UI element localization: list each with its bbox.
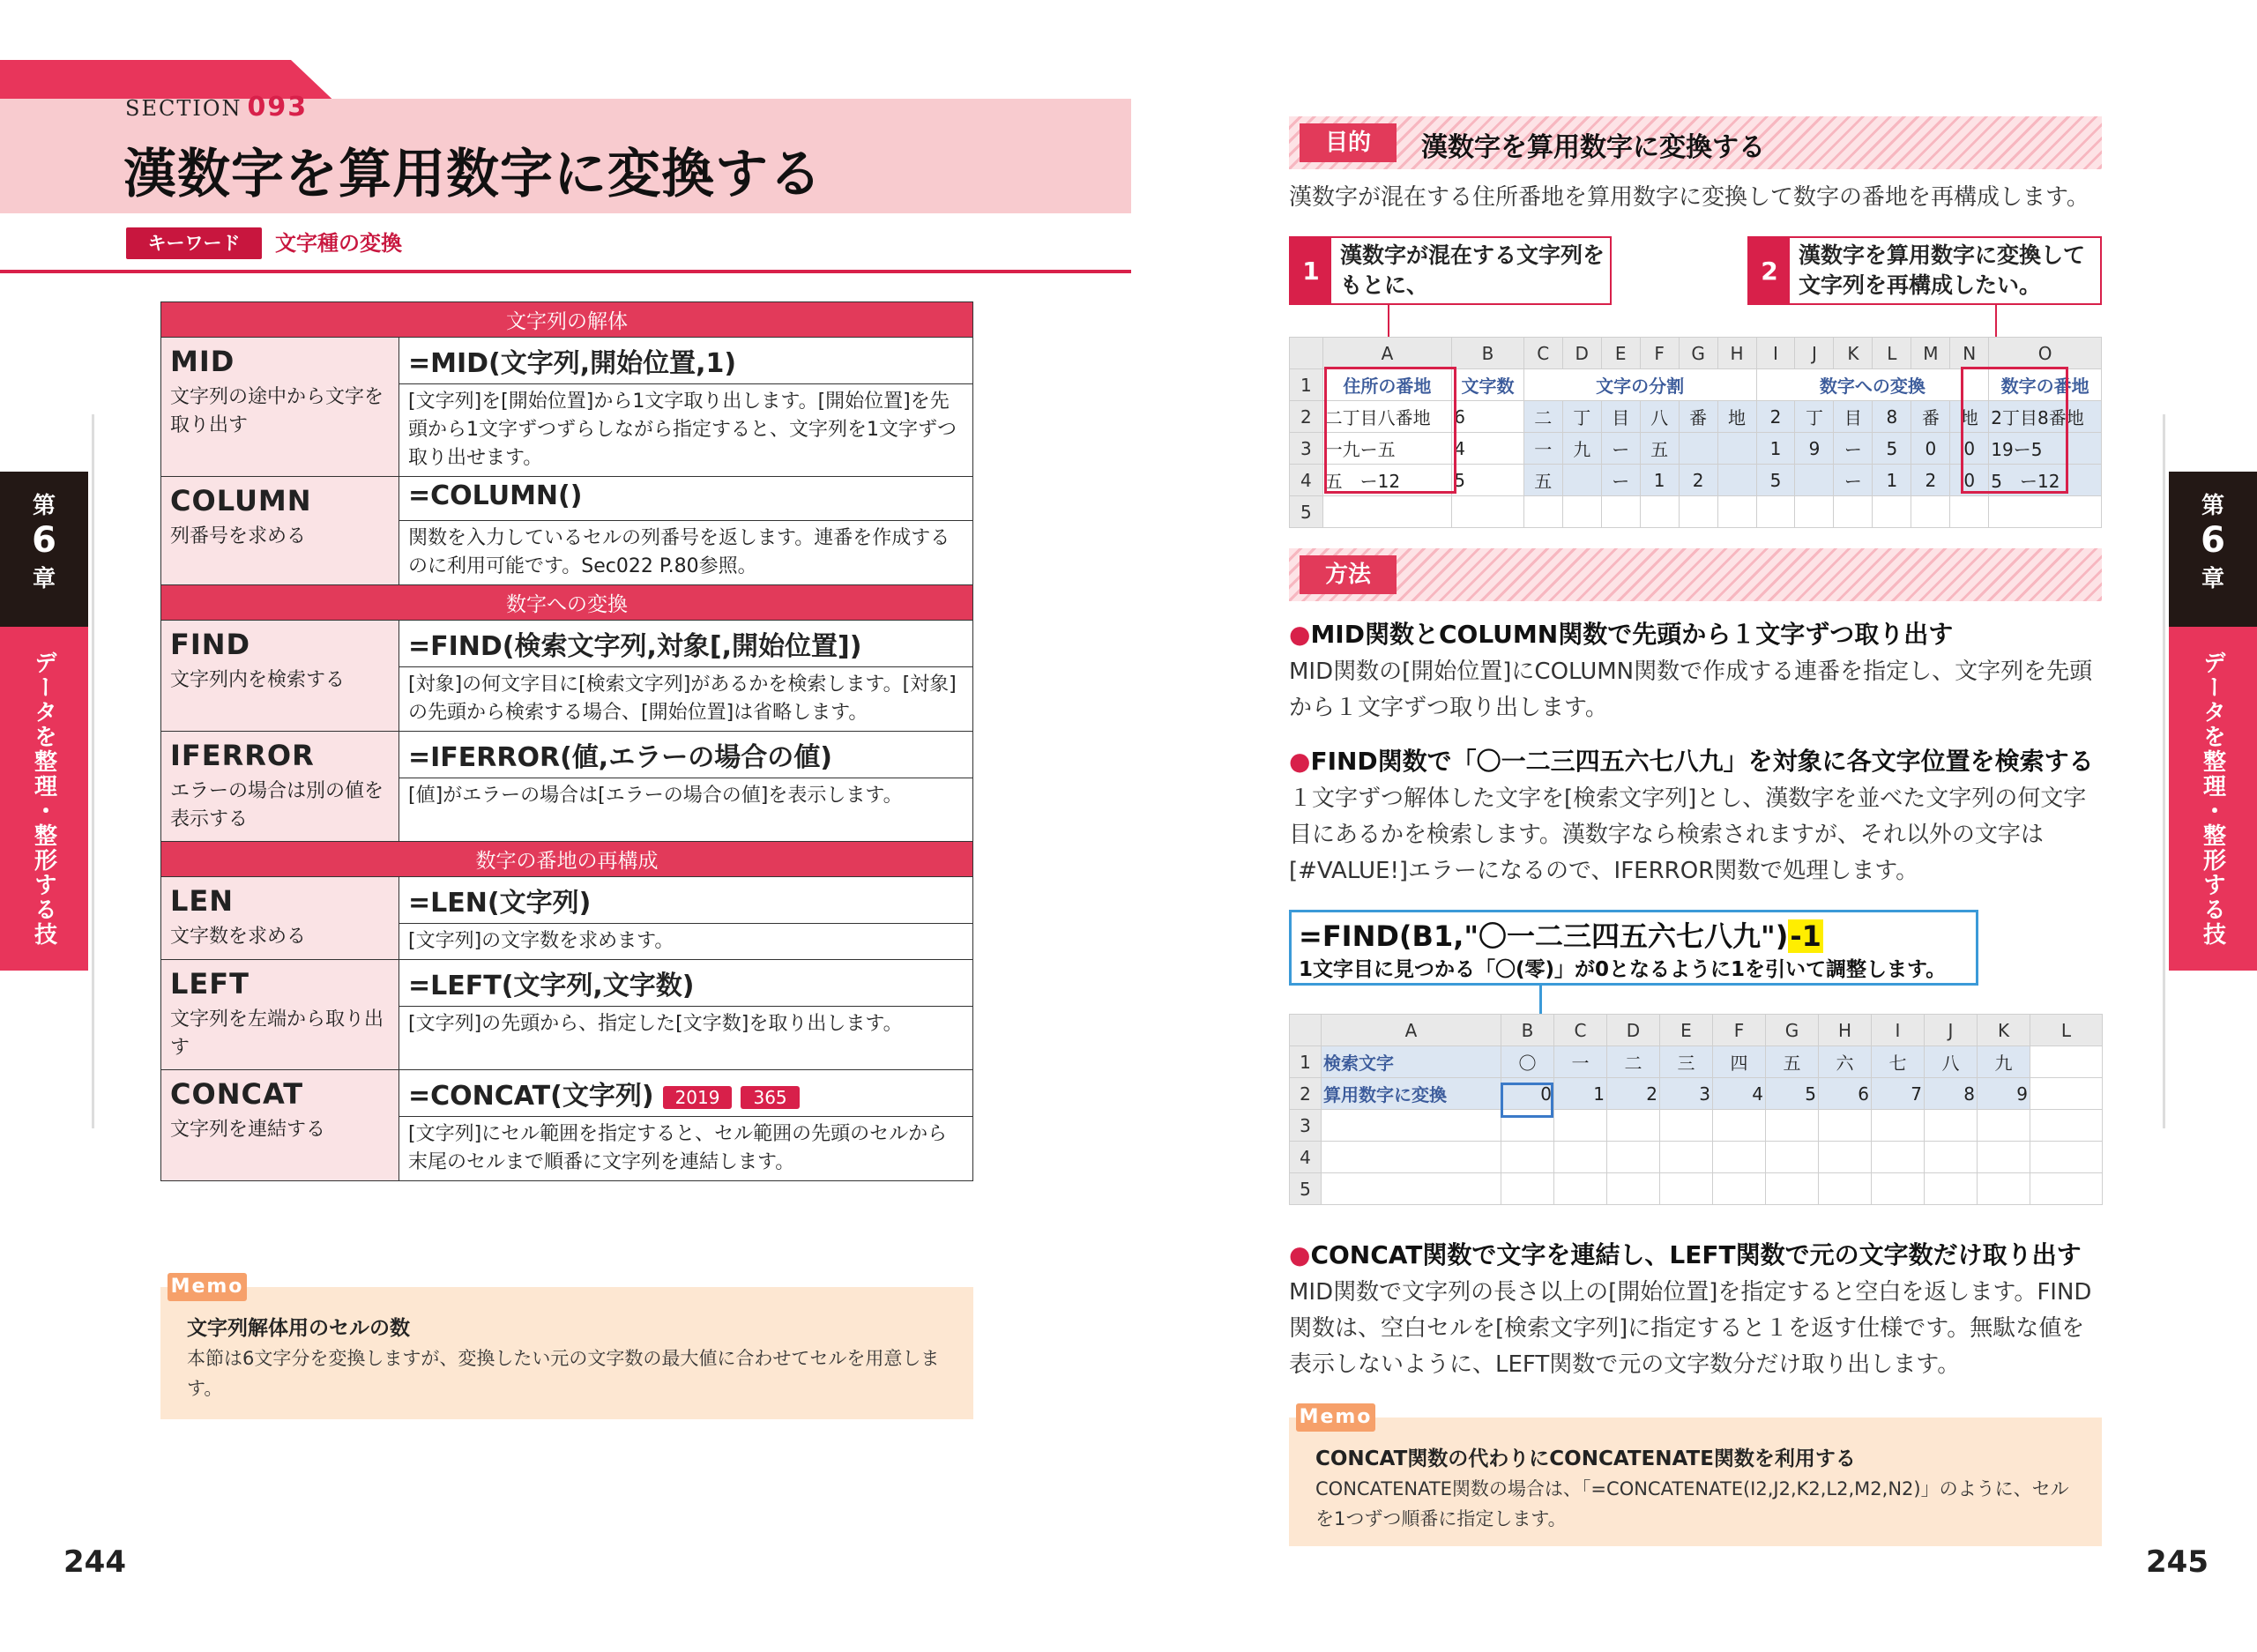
cell[interactable] <box>1978 1142 2030 1173</box>
cell[interactable]: 5 <box>1766 1078 1819 1110</box>
chapter-top: 第 <box>32 493 56 519</box>
cell[interactable] <box>2030 1110 2103 1142</box>
method-band <box>1289 548 2102 601</box>
sheet-row <box>1290 1110 2103 1142</box>
cell[interactable]: 4 <box>1713 1078 1766 1110</box>
cell[interactable]: 3 <box>1660 1078 1713 1110</box>
callout-1 <box>1289 236 1612 305</box>
cell[interactable] <box>1501 1173 1554 1205</box>
cell[interactable]: 七 <box>1872 1046 1925 1078</box>
cell[interactable]: 1 <box>1756 433 1795 465</box>
table-row <box>161 477 973 521</box>
column-header[interactable]: H <box>1717 338 1756 369</box>
cell[interactable] <box>1660 1142 1713 1173</box>
cell[interactable]: 目 <box>1601 401 1640 433</box>
cell[interactable]: 番 <box>1679 401 1717 433</box>
table-row <box>161 621 973 667</box>
callout-1-connector <box>1388 305 1389 340</box>
chapter-bottom: 章 <box>2201 566 2224 592</box>
sheet-row <box>1290 1078 2103 1110</box>
bullet-1-text: MID関数の[開始位置]にCOLUMN関数で作成する連番を指定し、文字列を先頭から１文字ずつ取り出します。 <box>1289 659 2093 721</box>
cell[interactable] <box>1660 1173 1713 1205</box>
column-header[interactable]: L <box>1873 338 1911 369</box>
table-row <box>161 732 973 778</box>
function-syntax-cell <box>399 960 973 1007</box>
cell[interactable]: 9 <box>1978 1078 2030 1110</box>
function-table <box>160 301 973 1181</box>
active-cell-B2 <box>1501 1083 1553 1118</box>
function-name: LEFT <box>170 967 250 1001</box>
memo-heading: CONCAT関数の代わりにCONCATENATE関数を利用する <box>1315 1447 1856 1470</box>
cell[interactable]: 8 <box>1873 401 1911 433</box>
cell[interactable] <box>1873 496 1911 528</box>
column-header[interactable]: O <box>1989 338 2102 369</box>
function-cell <box>161 1070 399 1181</box>
cell[interactable]: 検索文字 <box>1322 1046 1501 1078</box>
table-row <box>161 960 973 1007</box>
callout-2-line1: 漢数字を算用数字に変換して <box>1799 242 2086 268</box>
function-summary: 列番号を求める <box>170 525 307 547</box>
bullet-2-title-text: FIND関数で「〇一二三四五六七八九」を対象に各文字位置を検索する <box>1310 747 2094 776</box>
cell[interactable]: 5 ー12 <box>1989 465 2102 496</box>
cell[interactable]: 5 <box>1452 465 1524 496</box>
sheet-row <box>1290 1173 2103 1205</box>
function-name: MID <box>170 345 235 378</box>
cell[interactable]: 二 <box>1607 1046 1660 1078</box>
purpose-title: 漢数字を算用数字に変換する <box>1421 132 1765 163</box>
cell[interactable] <box>1607 1173 1660 1205</box>
cell[interactable] <box>1872 1142 1925 1173</box>
cell[interactable] <box>1601 496 1640 528</box>
cell[interactable]: 2 <box>1911 465 1950 496</box>
cell[interactable]: 六 <box>1819 1046 1872 1078</box>
cell[interactable]: 四 <box>1713 1046 1766 1078</box>
callout-1-text <box>1340 241 1605 301</box>
cell[interactable] <box>1322 1110 1501 1142</box>
cell[interactable]: 九 <box>1562 433 1601 465</box>
column-header[interactable]: I <box>1872 1015 1925 1046</box>
cell[interactable] <box>1607 1110 1660 1142</box>
method-badge: 方法 <box>1300 555 1397 594</box>
cell[interactable]: 19ー5 <box>1989 433 2102 465</box>
function-name: FIND <box>170 628 251 661</box>
cell[interactable]: 一九ー五 <box>1322 433 1452 465</box>
cell[interactable]: 5 <box>1756 465 1795 496</box>
function-detail: [文字列]にセル範囲を指定すると、セル範囲の先頭のセルから末尾のセルまで順番に文字列を連結します。 <box>399 1117 973 1181</box>
row-header[interactable]: 4 <box>1290 465 1323 496</box>
function-summary: 文字数を求める <box>170 926 307 948</box>
bullet-dot: ● <box>1289 620 1311 649</box>
function-syntax: =MID(文字列,開始位置,1) <box>408 348 737 379</box>
row-header[interactable]: 4 <box>1290 1142 1322 1173</box>
function-summary: 文字列を左端から取り出す <box>170 1008 384 1059</box>
column-header[interactable]: M <box>1911 338 1950 369</box>
table-section-header: 数字の番地の再構成 <box>161 842 973 877</box>
function-detail: [対象]の何文字目に[検索文字列]があるかを検索します。[対象]の先頭から検索する場合、[開始位置]は省略します。 <box>399 667 973 732</box>
cell[interactable]: 八 <box>1925 1046 1978 1078</box>
column-header[interactable]: D <box>1607 1015 1660 1046</box>
highlight-result-column <box>1961 367 2068 494</box>
gutter-line-left <box>92 414 94 1128</box>
row-header[interactable]: 3 <box>1290 433 1323 465</box>
spreadsheet-2 <box>1289 1014 2103 1205</box>
cell[interactable]: 文字数 <box>1452 369 1524 401</box>
cell[interactable] <box>1713 1110 1766 1142</box>
cell[interactable]: ー <box>1601 465 1640 496</box>
cell[interactable]: 八 <box>1640 401 1679 433</box>
row-header[interactable]: 3 <box>1290 1110 1322 1142</box>
bullet-3-text: MID関数で文字列の長さ以上の[開始位置]を指定すると空白を返します。FIND関数は、空白セルを[検索文字列]に指定すると１を返す仕様です。無駄な値を表示しないように、LEFT関数で元の文字数分だけ取り出します。 <box>1289 1279 2092 1378</box>
cell[interactable] <box>1925 1173 1978 1205</box>
cell[interactable] <box>1819 1173 1872 1205</box>
row-header[interactable]: 2 <box>1290 401 1323 433</box>
column-header[interactable]: F <box>1713 1015 1766 1046</box>
cell[interactable]: ー <box>1834 433 1873 465</box>
cell[interactable]: 住所の番地 <box>1322 369 1452 401</box>
cell[interactable] <box>1795 496 1834 528</box>
chapter-badge <box>0 472 88 627</box>
table-row <box>161 877 973 924</box>
cell[interactable] <box>1562 496 1601 528</box>
cell[interactable] <box>1562 465 1601 496</box>
column-header[interactable]: E <box>1660 1015 1713 1046</box>
gutter-line-right <box>2163 414 2165 1128</box>
purpose-band <box>1289 116 2102 169</box>
cell[interactable]: 丁 <box>1562 401 1601 433</box>
cell[interactable]: 2丁目8番地 <box>1989 401 2102 433</box>
cell[interactable] <box>1660 1110 1713 1142</box>
memo-box-left <box>160 1276 973 1419</box>
cell[interactable]: 九 <box>1978 1046 2030 1078</box>
cell[interactable] <box>1554 1173 1607 1205</box>
cell[interactable] <box>1322 1142 1501 1173</box>
chapter-label: データを整理・整形する技 <box>0 627 88 971</box>
keyword-text: 文字種の変換 <box>275 231 402 256</box>
callout-1-number: 1 <box>1291 238 1331 303</box>
memo-body: CONCATENATE関数の場合は、「=CONCATENATE(I2,J2,K2,L2,M2,N2)」のように、セルを1つずつ順番に指定します。 <box>1315 1478 2069 1529</box>
cell[interactable]: 一 <box>1523 433 1562 465</box>
function-syntax-cell <box>399 338 973 384</box>
formula-note: 1文字目に見つかる「〇(零)」が0となるように1を引いて調整します。 <box>1299 958 1947 981</box>
column-header[interactable]: N <box>1950 338 1989 369</box>
column-header[interactable]: K <box>1834 338 1873 369</box>
cell[interactable]: 0 <box>1950 465 1989 496</box>
cell[interactable]: 0 <box>1911 433 1950 465</box>
chapter-bottom: 章 <box>32 566 56 592</box>
cell[interactable]: 地 <box>1717 401 1756 433</box>
version-badge: 2019 <box>663 1086 733 1109</box>
section-number: 093 <box>247 92 309 123</box>
memo-tag: Memo <box>1296 1403 1375 1432</box>
bullet-dot: ● <box>1289 1240 1311 1269</box>
purpose-text: 漢数字が混在する住所番地を算用数字に変換して数字の番地を再構成します。 <box>1289 184 2089 211</box>
function-syntax-cell <box>399 477 973 521</box>
memo-heading: 文字列解体用のセルの数 <box>187 1317 410 1340</box>
cell[interactable] <box>1717 496 1756 528</box>
formula-line <box>1299 914 1823 955</box>
page-number-right: 245 <box>2146 1544 2209 1580</box>
column-header[interactable]: E <box>1601 338 1640 369</box>
row-header[interactable]: 5 <box>1290 496 1323 528</box>
table-row <box>161 338 973 384</box>
column-header[interactable]: F <box>1640 338 1679 369</box>
cell[interactable] <box>1766 1142 1819 1173</box>
cell[interactable] <box>1925 1142 1978 1173</box>
column-header[interactable]: G <box>1679 338 1717 369</box>
cell[interactable] <box>1679 496 1717 528</box>
cell[interactable] <box>1925 1110 1978 1142</box>
function-syntax: =CONCAT(文字列) <box>408 1081 654 1112</box>
cell[interactable]: 二丁目八番地 <box>1322 401 1452 433</box>
function-name: IFERROR <box>170 739 315 772</box>
function-detail: [文字列]の文字数を求めます。 <box>399 924 973 960</box>
row-header[interactable]: 1 <box>1290 1046 1322 1078</box>
cell[interactable] <box>2030 1078 2103 1110</box>
cell[interactable] <box>1872 1110 1925 1142</box>
cell[interactable]: 4 <box>1452 433 1524 465</box>
function-detail: [文字列]の先頭から、指定した[文字数]を取り出します。 <box>399 1007 973 1070</box>
cell[interactable] <box>1978 1110 2030 1142</box>
formula-text: =FIND(B1,"〇一二三四五六七八九") <box>1299 919 1789 953</box>
cell[interactable]: ー <box>1601 433 1640 465</box>
cell[interactable]: 五 <box>1766 1046 1819 1078</box>
cell[interactable]: 6 <box>1819 1078 1872 1110</box>
column-header[interactable]: C <box>1523 338 1562 369</box>
cell[interactable]: 2 <box>1607 1078 1660 1110</box>
table-section-header: 文字列の解体 <box>161 302 973 338</box>
function-cell <box>161 338 399 477</box>
sheet-row <box>1290 496 2102 528</box>
callout-1-line2: もとに、 <box>1340 272 1429 298</box>
cell[interactable] <box>2030 1142 2103 1173</box>
cell[interactable]: 数字への変換 <box>1756 369 1989 401</box>
column-header[interactable]: I <box>1756 338 1795 369</box>
callout-2-text <box>1799 241 2085 301</box>
cell[interactable]: 地 <box>1950 401 1989 433</box>
cell[interactable]: 2 <box>1756 401 1795 433</box>
cell[interactable] <box>1911 496 1950 528</box>
formula-suffix: -1 <box>1790 919 1821 953</box>
chapter-badge <box>2169 472 2257 627</box>
callout-2-number: 2 <box>1749 238 1790 303</box>
cell[interactable] <box>1989 496 2102 528</box>
bullet-3-title-text: CONCAT関数で文字を連結し、LEFT関数で元の文字数だけ取り出す <box>1310 1240 2082 1269</box>
cell[interactable]: 0 <box>1950 433 1989 465</box>
cell[interactable]: 2 <box>1679 465 1717 496</box>
cell[interactable] <box>1756 496 1795 528</box>
function-syntax-cell <box>399 621 973 667</box>
cell[interactable]: 6 <box>1452 401 1524 433</box>
column-header[interactable]: B <box>1501 1015 1554 1046</box>
function-summary: 文字列を連結する <box>170 1119 326 1141</box>
chapter-number: 6 <box>32 520 56 561</box>
cell[interactable] <box>1554 1142 1607 1173</box>
page-number-left: 244 <box>63 1544 126 1580</box>
chapter-label: データを整理・整形する技 <box>2169 627 2257 971</box>
cell[interactable]: 算用数字に変換 <box>1322 1078 1501 1110</box>
cell[interactable]: 丁 <box>1795 401 1834 433</box>
function-syntax-cell <box>399 1070 973 1117</box>
cell[interactable]: 番 <box>1911 401 1950 433</box>
function-cell <box>161 732 399 842</box>
cell[interactable] <box>1978 1173 2030 1205</box>
function-name: COLUMN <box>170 484 312 517</box>
page-title: 漢数字を算用数字に変換する <box>123 144 823 205</box>
column-header[interactable]: L <box>2030 1015 2103 1046</box>
column-header[interactable]: K <box>1978 1015 2030 1046</box>
cell[interactable]: 0 <box>1501 1078 1554 1110</box>
cell[interactable]: 〇 <box>1501 1046 1554 1078</box>
callout-2-line2: 文字列を再構成したい。 <box>1799 272 2042 298</box>
cell[interactable] <box>1819 1110 1872 1142</box>
section-label <box>125 92 308 123</box>
cell[interactable]: 五 <box>1640 433 1679 465</box>
highlight-source-column <box>1324 367 1456 494</box>
cell[interactable] <box>1452 496 1524 528</box>
cell[interactable] <box>2030 1046 2103 1078</box>
memo-box-right <box>1289 1406 2102 1546</box>
version-badge: 365 <box>741 1086 799 1109</box>
cell[interactable] <box>1717 433 1756 465</box>
function-detail: [文字列]を[開始位置]から1文字取り出します。[開始位置]を先頭から1文字ずつずらしながら指定すると、文字列を1文字ずつ取り出せます。 <box>399 384 973 477</box>
cell[interactable] <box>1640 496 1679 528</box>
cell[interactable]: 二 <box>1523 401 1562 433</box>
cell[interactable]: 1 <box>1640 465 1679 496</box>
bullet-2-title <box>1289 742 2094 778</box>
chapter-tab-right <box>2169 472 2257 971</box>
column-header-row <box>1290 338 2102 369</box>
column-header[interactable]: A <box>1322 1015 1501 1046</box>
column-header[interactable]: B <box>1452 338 1524 369</box>
bullet-1-title-text: MID関数とCOLUMN関数で先頭から１文字ずつ取り出す <box>1310 620 1954 649</box>
function-cell <box>161 877 399 960</box>
memo-body: 本節は6文字分を変換しますが、変換したい元の文字数の最大値に合わせてセルを用意します。 <box>187 1348 940 1399</box>
bullet-dot: ● <box>1289 747 1311 776</box>
column-header[interactable] <box>1290 1015 1322 1046</box>
column-header[interactable]: A <box>1322 338 1452 369</box>
column-header[interactable]: G <box>1766 1015 1819 1046</box>
chapter-top: 第 <box>2201 493 2224 519</box>
keyword-rule <box>0 270 1131 273</box>
column-header[interactable]: D <box>1562 338 1601 369</box>
bullet-2-text: １文字ずつ解体した文字を[検索文字列]とし、漢数字を並べた文字列の何文字目にあるかを検索します。漢数字なら検索されますが、それ以外の文字は[#VALUE!]エラーになるので、IFERROR関数で処理します。 <box>1289 785 2087 884</box>
callout-2 <box>1747 236 2102 305</box>
bullet-1-title <box>1289 615 1953 651</box>
row-header[interactable]: 1 <box>1290 369 1323 401</box>
cell[interactable] <box>1766 1173 1819 1205</box>
cell[interactable]: 目 <box>1834 401 1873 433</box>
function-detail: [値]がエラーの場合は[エラーの場合の値]を表示します。 <box>399 778 973 842</box>
cell[interactable] <box>1322 496 1452 528</box>
function-syntax: =COLUMN() <box>408 480 583 511</box>
row-header[interactable]: 5 <box>1290 1173 1322 1205</box>
cell[interactable]: 9 <box>1795 433 1834 465</box>
cell[interactable] <box>1501 1142 1554 1173</box>
cell[interactable]: 5 <box>1873 433 1911 465</box>
function-detail: 関数を入力しているセルの列番号を返します。連番を作成するのに利用可能です。Sec022 P.80参照。 <box>399 521 973 585</box>
cell[interactable] <box>1834 496 1873 528</box>
function-syntax-cell <box>399 732 973 778</box>
cell[interactable] <box>1819 1142 1872 1173</box>
function-syntax-cell <box>399 877 973 924</box>
memo-tag: Memo <box>168 1273 247 1301</box>
sheet-row <box>1290 1142 2103 1173</box>
bullet-3-title <box>1289 1236 2082 1271</box>
section-label-text: SECTION <box>125 96 242 121</box>
cell[interactable]: 文字の分割 <box>1523 369 1756 401</box>
function-summary: エラーの場合は別の値を表示する <box>170 780 384 830</box>
column-header[interactable]: J <box>1795 338 1834 369</box>
keyword-badge: キーワード <box>126 227 262 259</box>
cell[interactable] <box>1322 1173 1501 1205</box>
cell[interactable]: 五 <box>1523 465 1562 496</box>
row-header[interactable]: 2 <box>1290 1078 1322 1110</box>
function-summary: 文字列内を検索する <box>170 669 346 691</box>
cell[interactable] <box>1795 465 1834 496</box>
table-row <box>161 1070 973 1117</box>
cell[interactable] <box>1523 496 1562 528</box>
column-header-row <box>1290 1015 2103 1046</box>
sheet-row <box>1290 1046 2103 1078</box>
chapter-tab-left <box>0 472 88 971</box>
table-section-header: 数字への変換 <box>161 585 973 621</box>
chapter-number: 6 <box>2201 520 2225 561</box>
function-summary: 文字列の途中から文字を取り出す <box>170 386 384 436</box>
cell[interactable]: 三 <box>1660 1046 1713 1078</box>
function-cell <box>161 621 399 732</box>
function-syntax: =LEN(文字列) <box>408 888 592 919</box>
cell[interactable]: 1 <box>1554 1078 1607 1110</box>
cell[interactable] <box>1679 433 1717 465</box>
cell[interactable]: 8 <box>1925 1078 1978 1110</box>
cell[interactable]: 数字の番地 <box>1989 369 2102 401</box>
cell[interactable] <box>1872 1173 1925 1205</box>
cell[interactable]: 一 <box>1554 1046 1607 1078</box>
formula-box <box>1289 910 1978 986</box>
cell[interactable] <box>2030 1173 2103 1205</box>
callout-1-line1: 漢数字が混在する文字列を <box>1340 242 1605 268</box>
function-cell <box>161 477 399 585</box>
cell[interactable] <box>1554 1110 1607 1142</box>
function-syntax: =FIND(検索文字列,対象[,開始位置]) <box>408 631 862 662</box>
cell[interactable] <box>1713 1173 1766 1205</box>
function-name: LEN <box>170 884 235 918</box>
column-header[interactable]: H <box>1819 1015 1872 1046</box>
column-header[interactable]: J <box>1925 1015 1978 1046</box>
purpose-badge: 目的 <box>1300 123 1397 162</box>
cell[interactable] <box>1766 1110 1819 1142</box>
cell[interactable]: 1 <box>1873 465 1911 496</box>
cell[interactable]: 五 ー12 <box>1322 465 1452 496</box>
column-header[interactable] <box>1290 338 1323 369</box>
function-syntax: =IFERROR(値,エラーの場合の値) <box>408 742 832 773</box>
cell[interactable] <box>1950 496 1989 528</box>
callout-2-connector <box>1995 305 1997 340</box>
cell[interactable] <box>1607 1142 1660 1173</box>
function-syntax: =LEFT(文字列,文字数) <box>408 971 695 1001</box>
cell[interactable]: ー <box>1834 465 1873 496</box>
function-cell <box>161 960 399 1070</box>
cell[interactable]: 7 <box>1872 1078 1925 1110</box>
function-name: CONCAT <box>170 1077 304 1111</box>
column-header[interactable]: C <box>1554 1015 1607 1046</box>
cell[interactable] <box>1713 1142 1766 1173</box>
cell[interactable] <box>1717 465 1756 496</box>
